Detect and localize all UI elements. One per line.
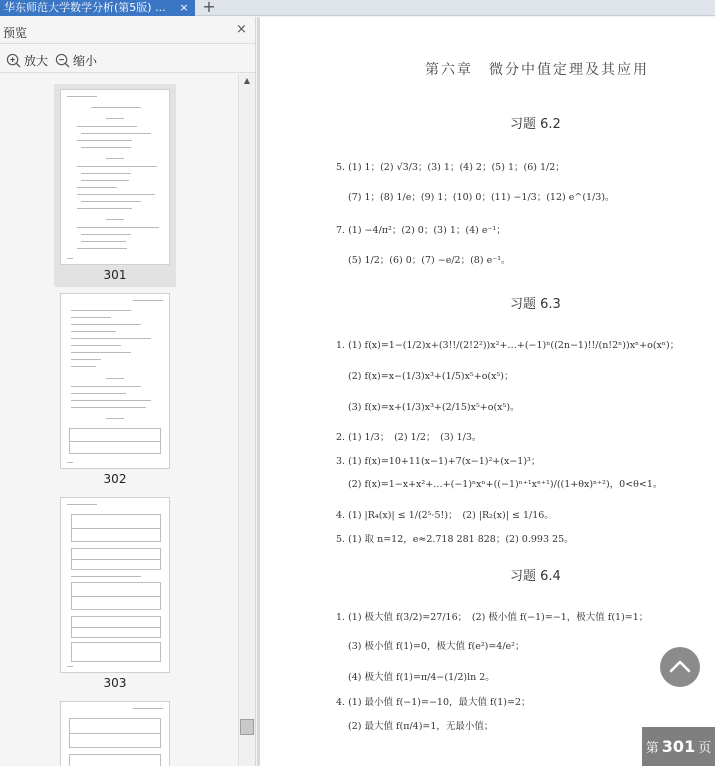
section-title-6-4: 习题 6.4 [510,569,561,584]
answer-line: 3. (1) f(x)=10+11(x−1)+7(x−1)²+(x−1)³； [336,456,541,467]
document-page [260,17,715,766]
tab-bar [0,0,715,16]
thumbnail-page-301[interactable] [54,84,176,287]
page-indicator [642,727,715,766]
thumbnail-scrollbar[interactable] [238,74,255,766]
document-tab[interactable] [0,0,195,16]
preview-panel-header [0,17,255,44]
thumbnail-page-303[interactable] [54,492,176,695]
zoom-in-button[interactable] [6,51,48,69]
scroll-up-icon[interactable]: ▲ [243,76,251,85]
answer-line: 5. (1) 1；(2) √3/3；(3) 1；(4) 2；(5) 1；(6) 1/2； [336,162,565,173]
zoom-out-label: 缩小 [73,53,98,68]
scrollbar-thumb[interactable] [240,719,254,735]
thumbnail-image [60,497,170,673]
answer-line: (3) 极小值 f(1)=0，极大值 f(e²)=4/e²； [348,641,525,652]
preview-panel-title: 预览 [3,26,28,40]
page-indicator-prefix: 第 [645,741,659,756]
panel-close-icon[interactable]: × [236,22,247,37]
section-title-6-3: 习题 6.3 [510,297,561,312]
answer-line: 1. (1) 极大值 f(3/2)=27/16； (2) 极小值 f(−1)=−1，极大值 f(1)=1； [336,612,649,623]
answer-line: 1. (1) f(x)=1−(1/2)x+(3!!/(2!2²))x²+…+(−1)ⁿ((2n−1)!!/(n!2ⁿ))xⁿ+o(xⁿ)； [336,340,680,351]
page-indicator-suffix: 页 [698,741,712,756]
zoom-toolbar [0,45,255,73]
section-title-6-2: 习题 6.2 [510,117,561,132]
thumbnail-image [60,89,170,265]
answer-line: (2) 最大值 f(π/4)=1，无最小值； [348,721,494,732]
thumbnail-page-302[interactable] [54,288,176,491]
document-tab-title: 华东师范大学数学分析(第5版) ... [4,1,166,14]
thumbnail-image [60,293,170,469]
tab-close-icon[interactable]: × [179,1,189,14]
thumbnail-list [0,74,238,766]
answer-line: (3) f(x)=x+(1/3)x³+(2/15)x⁵+o(x⁵)。 [348,402,520,413]
answer-line: (5) 1/2；(6) 0；(7) −e/2；(8) e⁻¹。 [348,255,511,266]
zoom-out-icon [55,53,70,68]
answer-line: (7) 1；(8) 1/e；(9) 1；(10) 0；(11) −1/3；(12) e^(1/3)。 [348,192,615,203]
zoom-in-label: 放大 [24,53,49,68]
zoom-in-icon [6,53,21,68]
chapter-title: 第六章 微分中值定理及其应用 [425,62,649,78]
document-viewer[interactable] [257,17,715,766]
answer-line: 4. (1) |R₄(x)| ≤ 1/(2⁵·5!)； (2) |R₂(x)| ≤ 1/16。 [336,510,554,521]
scroll-to-top-button[interactable] [660,647,700,687]
zoom-out-button[interactable] [55,51,97,69]
answer-line: 4. (1) 最小值 f(−1)=−10，最大值 f(1)=2； [336,697,531,708]
thumbnail-page-number: 301 [103,268,127,282]
thumbnail-page-number: 303 [103,676,127,690]
answer-line: (2) f(x)=x−(1/3)x³+(1/5)x⁵+o(x⁵)； [348,371,514,382]
page-indicator-number: 301 [661,737,696,756]
chevron-up-icon [660,647,700,687]
thumbnail-image [60,701,170,766]
preview-panel [0,17,256,766]
new-tab-icon[interactable]: + [202,0,216,16]
thumbnail-page-304[interactable] [54,696,176,766]
answer-line: (2) f(x)=1−x+x²+…+(−1)ⁿxⁿ+((−1)ⁿ⁺¹xⁿ⁺¹)/((1+θx)ⁿ⁺²)，0<θ<1。 [348,479,663,490]
answer-line: 5. (1) 取 n=12，e≈2.718 281 828；(2) 0.993 25。 [336,534,574,545]
thumbnail-page-number: 302 [103,472,127,486]
answer-line: (4) 极大值 f(1)=π/4−(1/2)ln 2。 [348,672,495,683]
answer-line: 7. (1) −4/π²；(2) 0；(3) 1；(4) e⁻¹； [336,225,506,236]
answer-line: 2. (1) 1/3； (2) 1/2； (3) 1/3。 [336,432,482,443]
